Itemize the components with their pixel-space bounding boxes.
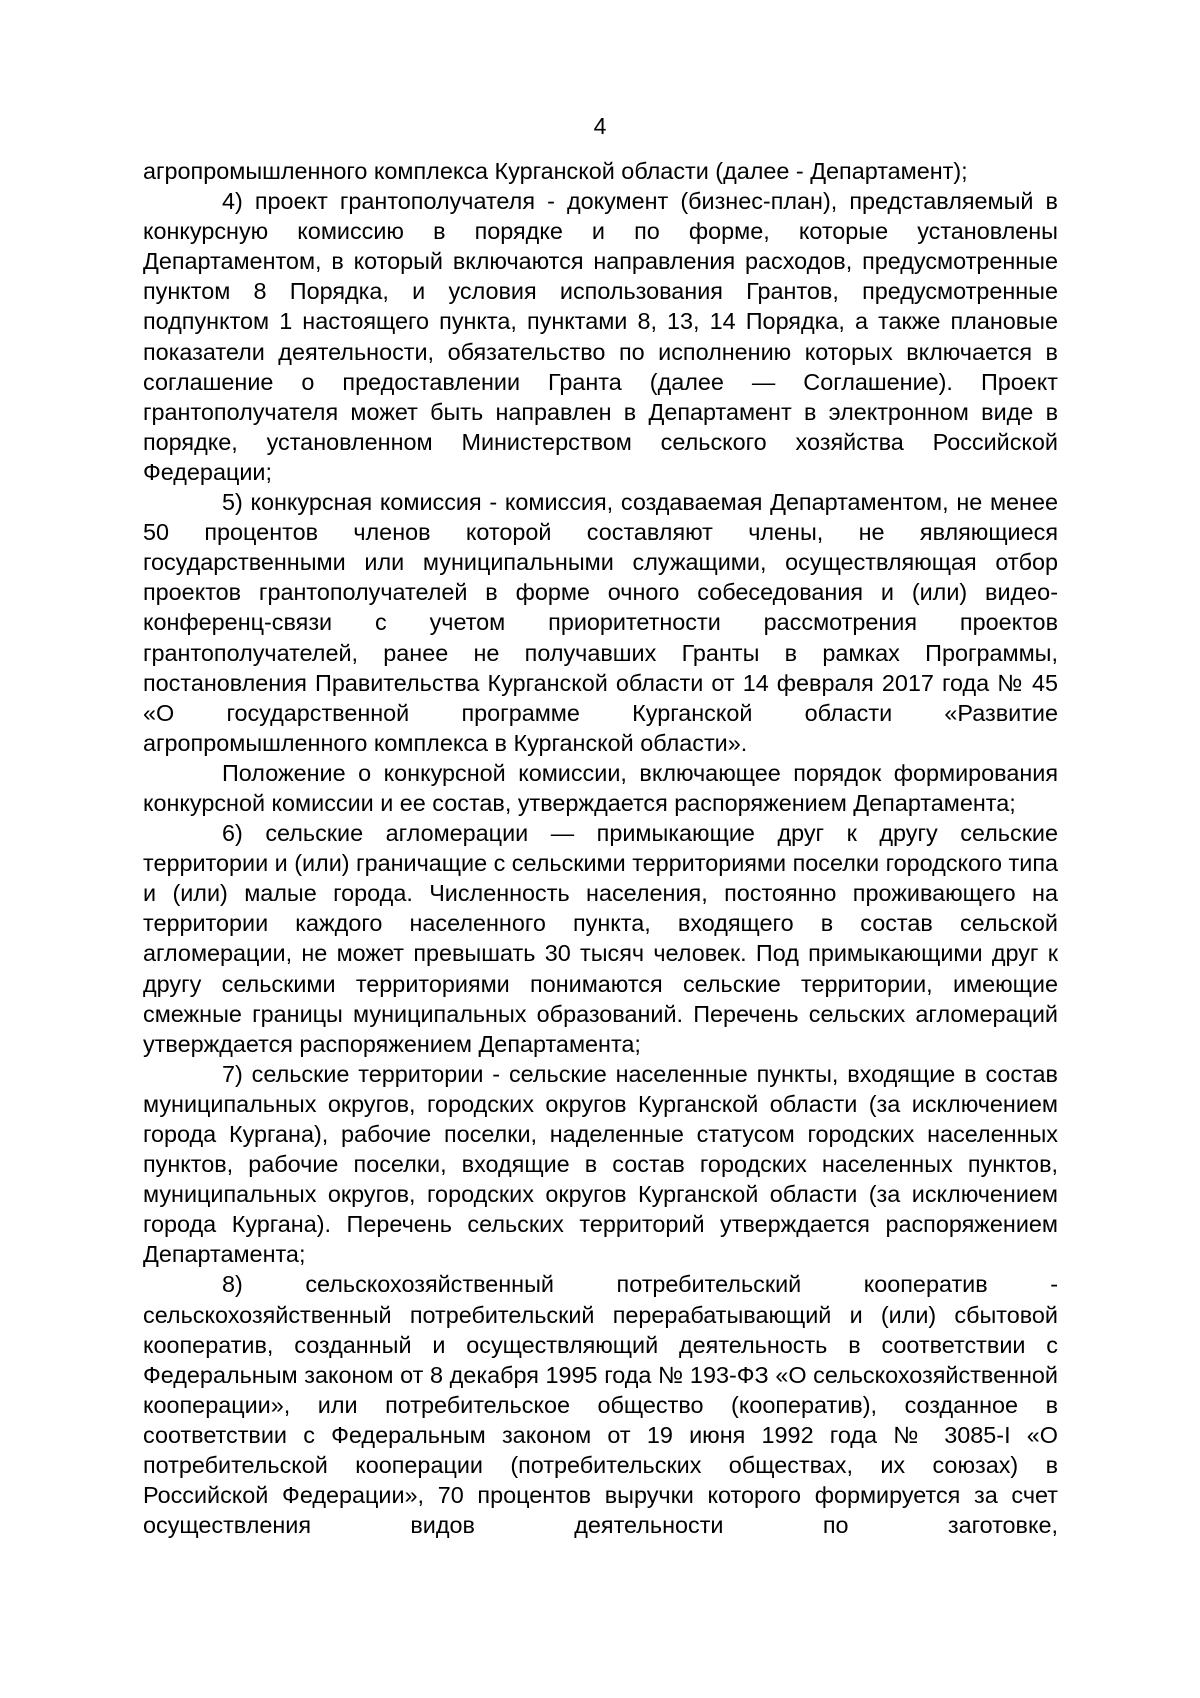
paragraph-continuation: агропромышленного комплекса Курганской области (далее - Департамент); xyxy=(143,158,968,184)
paragraph-item-5: 5) конкурсная комиссия - комиссия, создаваемая Департаментом, не менее 50 процентов членов которой составляют члены, не являющиеся государственными или муниципальными служащими, осуществляющая отбор проектов грантополучателей в форме очного собеседования и (или) видео-конференц-связи с учетом приоритетности рассмотрения проектов грантополучателей, ранее не получавших Гранты в рамках Программы, постановления Правительства Курганской области от 14 февраля 2017 года № 45 «О государственной программе Курганской области «Развитие агропромышленного комплекса в Курганской области». xyxy=(143,489,1058,756)
paragraph-item-4: 4) проект грантополучателя - документ (бизнес-план), представляемый в конкурсную комиссию в порядке и по форме, которые установлены Департаментом, в который включаются направления расходов, предусмотренные пунктом 8 Порядка, и условия использования Грантов, предусмотренные подпунктом 1 настоящего пункта, пунктами 8, 13, 14 Порядка, а также плановые показатели деятельности, обязательство по исполнению которых включается в соглашение о предоставлении Гранта (далее — Соглашение). Проект грантополучателя может быть направлен в Департамент в электронном виде в порядке, установленном Министерством сельского хозяйства Российской Федерации; xyxy=(143,188,1058,485)
paragraph-item-8: 8) сельскохозяйственный потребительский кооператив - сельскохозяйственный потребительский перерабатывающий и (или) сбытовой кооператив, созданный и осуществляющий деятельность в соответствии с Федеральным законом от 8 декабря 1995 года № 193-ФЗ «О сельскохозяйственной кооперации», или потребительское общество (кооператив), созданное в соответствии с Федеральным законом от 19 июня 1992 года № 3085-I «О потребительской кооперации (потребительских обществах, их союзах) в Российской Федерации», 70 процентов выручки которого формируется за счет осуществления видов деятельности по заготовке, xyxy=(143,1271,1058,1539)
paragraph-item-7: 7) сельские территории - сельские населенные пункты, входящие в состав муниципальных округов, городских округов Курганской области (за исключением города Кургана), рабочие поселки, наделенные статусом городских населенных пунктов, рабочие поселки, входящие в состав городских населенных пунктов, муниципальных округов, городских округов Курганской области (за исключением города Кургана). Перечень сельских территорий утверждается распоряжением Департамента; xyxy=(143,1060,1058,1268)
paragraph-commission-regulation: Положение о конкурсной комиссии, включающее порядок формирования конкурсной комиссии и ее состав, утверждается распоряжением Департамента; xyxy=(143,759,1058,816)
document-body xyxy=(143,156,1058,1540)
page-number: 4 xyxy=(593,113,607,139)
paragraph-item-6: 6) сельские агломерации — примыкающие друг к другу сельские территории и (или) граничащие с сельскими территориями поселки городского типа и (или) малые города. Численность населения, постоянно проживающего на территории каждого населенного пункта, входящего в состав сельской агломерации, не может превышать 30 тысяч человек. Под примыкающими друг к другу сельскими территориями понимаются сельские территории, имеющие смежные границы муниципальных образований. Перечень сельских агломераций утверждается распоряжением Департамента; xyxy=(143,820,1058,1057)
